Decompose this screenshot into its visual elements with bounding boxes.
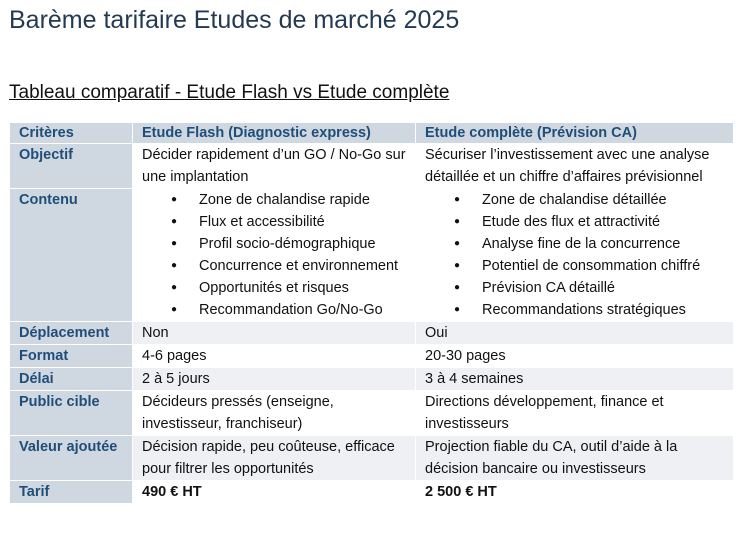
row-format <box>10 345 734 368</box>
label-format: Format <box>10 345 133 368</box>
valeur-flash: Décision rapide, peu coûteuse, efficace pour filtrer les opportunités <box>133 436 416 481</box>
table-subtitle: Tableau comparatif - Etude Flash vs Etude complète <box>9 82 450 103</box>
delai-flash: 2 à 5 jours <box>133 368 416 391</box>
label-contenu: Contenu <box>10 189 133 322</box>
deplacement-flash: Non <box>133 322 416 345</box>
delai-complete: 3 à 4 semaines <box>416 368 734 391</box>
comparison-table <box>9 122 734 504</box>
row-contenu <box>10 189 734 322</box>
row-valeur-ajoutee <box>10 436 734 481</box>
deplacement-complete: Oui <box>416 322 734 345</box>
tarif-complete: 2 500 € HT <box>416 481 734 504</box>
format-flash: 4-6 pages <box>133 345 416 368</box>
list-item: ● Prévision CA détaillé <box>482 277 724 299</box>
label-objectif: Objectif <box>10 144 133 189</box>
tarif-flash: 490 € HT <box>133 481 416 504</box>
contenu-complete <box>416 189 734 322</box>
row-deplacement <box>10 322 734 345</box>
label-public-cible: Public cible <box>10 391 133 436</box>
list-item: ● Opportunités et risques <box>199 277 406 299</box>
list-item: ● Recommandation Go/No-Go <box>199 299 406 321</box>
row-public-cible <box>10 391 734 436</box>
label-delai: Délai <box>10 368 133 391</box>
public-complete: Directions développement, finance et investisseurs <box>416 391 734 436</box>
list-item: ● Recommandations stratégiques <box>482 299 724 321</box>
header-criteres: Critères <box>10 123 133 144</box>
row-objectif <box>10 144 734 189</box>
list-item: ● Etude des flux et attractivité <box>482 211 724 233</box>
objectif-flash: Décider rapidement d’un GO / No-Go sur une implantation <box>133 144 416 189</box>
objectif-complete: Sécuriser l’investissement avec une analyse détaillée et un chiffre d’affaires prévisionnel <box>416 144 734 189</box>
header-etude-complete: Etude complète (Prévision CA) <box>416 123 734 144</box>
list-item: ● Analyse fine de la concurrence <box>482 233 724 255</box>
label-tarif: Tarif <box>10 481 133 504</box>
contenu-complete-list <box>425 189 724 321</box>
contenu-flash-list <box>142 189 406 321</box>
list-item: ● Concurrence et environnement <box>199 255 406 277</box>
label-deplacement: Déplacement <box>10 322 133 345</box>
list-item: ● Potentiel de consommation chiffré <box>482 255 724 277</box>
contenu-flash <box>133 189 416 322</box>
header-etude-flash: Etude Flash (Diagnostic express) <box>133 123 416 144</box>
list-item: ● Flux et accessibilité <box>199 211 406 233</box>
page-title: Barème tarifaire Etudes de marché 2025 <box>9 6 460 34</box>
valeur-complete: Projection fiable du CA, outil d’aide à la décision bancaire ou investisseurs <box>416 436 734 481</box>
list-item: ● Zone de chalandise rapide <box>199 189 406 211</box>
list-item: ● Profil socio-démographique <box>199 233 406 255</box>
list-item: ● Zone de chalandise détaillée <box>482 189 724 211</box>
row-delai <box>10 368 734 391</box>
row-tarif <box>10 481 734 504</box>
public-flash: Décideurs pressés (enseigne, investisseur, franchiseur) <box>133 391 416 436</box>
label-valeur-ajoutee: Valeur ajoutée <box>10 436 133 481</box>
table-header-row <box>10 123 734 144</box>
format-complete: 20-30 pages <box>416 345 734 368</box>
